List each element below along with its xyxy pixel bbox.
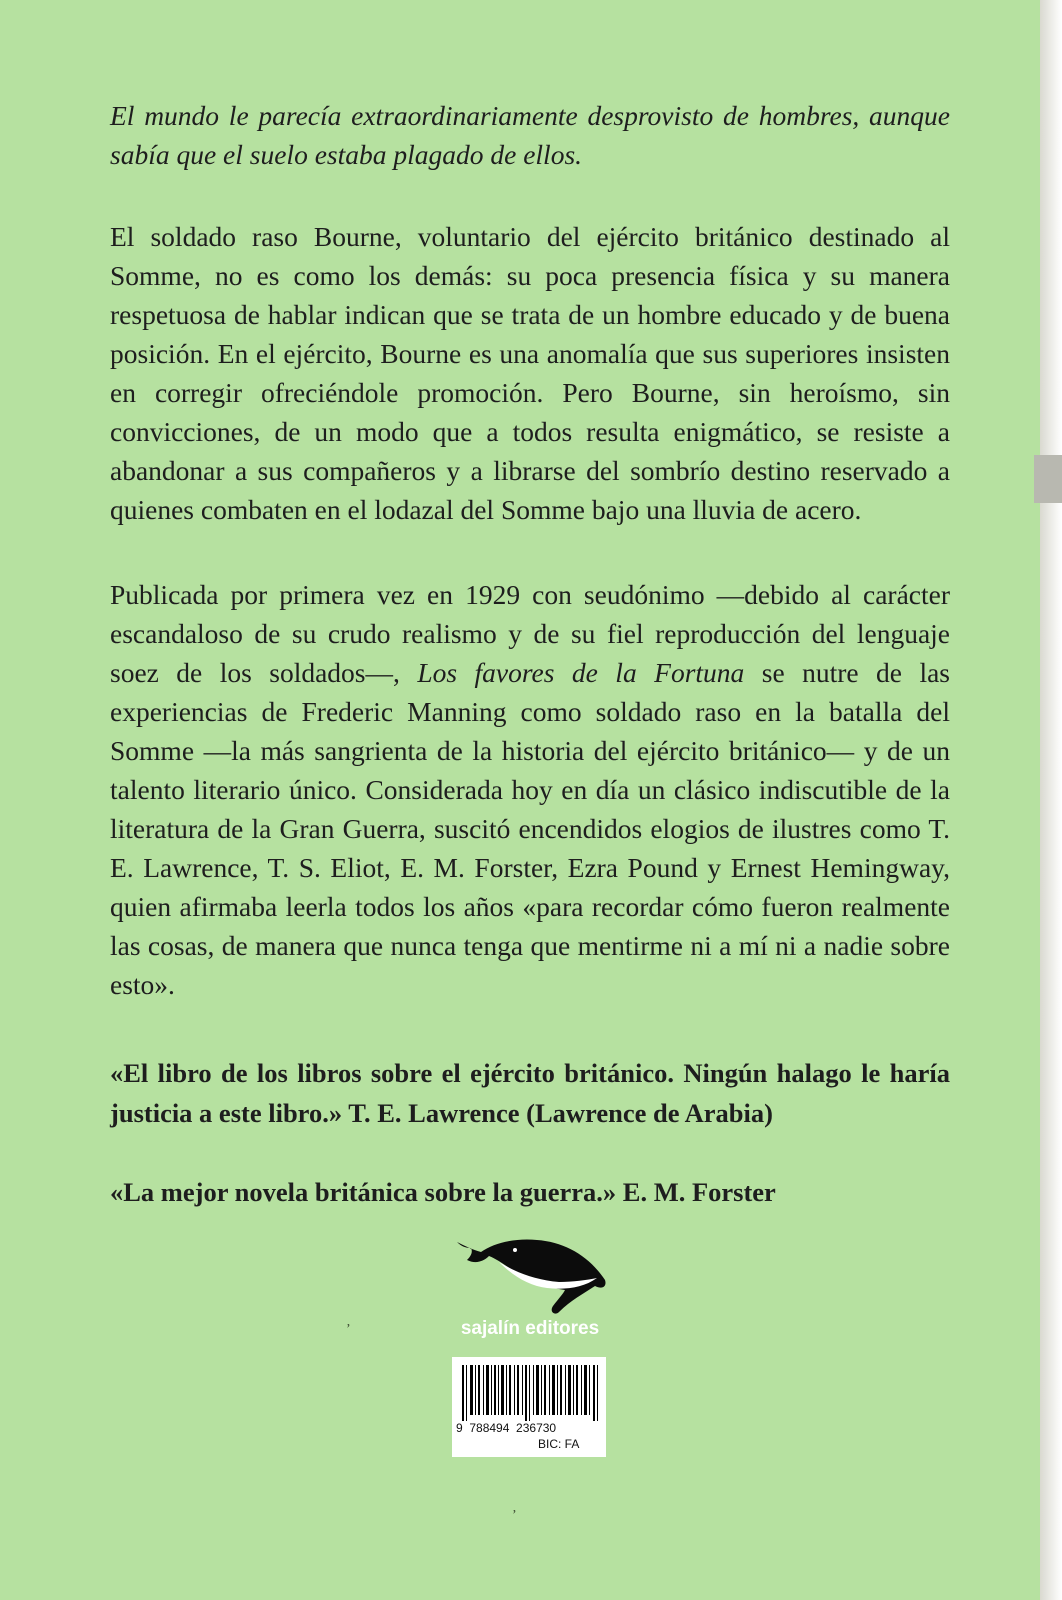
history-text-end: se nutre de las experiencias de Frederic Manning como soldado raso en la batalla del Somme —la más sangrienta de la historia del ejército británico— y de un talento literario único. Considerada hoy en día un clásico indiscutible de la literatura de la Gran Guerra, suscitó encendidos elogios de ilustres como T. E. Lawrence, T. S. Eliot, E. M. Forster, Ezra Pound y Ernest Hemingway, quien afirmaba leerla todos los años «para recordar cómo fueron realmente las cosas, de manera que nunca tenga que mentirme ni a mí ni a nadie sobre esto». xyxy=(110,657,950,1000)
publisher-name: sajalín editores xyxy=(460,1318,600,1339)
history-text-start: Publicada por primera vez en 1929 con seudónimo —debido al carácter escandaloso de su crudo realismo y de su fiel reproducción del lenguaje soez de los soldados—, xyxy=(110,579,950,688)
page-edge xyxy=(1040,0,1062,1600)
blurb-text: «El libro de los libros sobre el ejército británico. Ningún halago le haría justicia a este libro.» xyxy=(110,1058,950,1128)
blurb-lawrence xyxy=(110,1053,950,1133)
barcode-bars xyxy=(462,1365,598,1421)
print-speck: ʼ xyxy=(512,1508,517,1523)
synopsis-paragraph: El soldado raso Bourne, voluntario del ejército británico destinado al Somme, no es como los demás: su poca presencia física y su manera respetuosa de hablar indican que se trata de un hombre educado y de buena posición. En el ejército, Bourne es una anomalía que sus superiores insisten en corregir ofreciéndole promoción. Pero Bourne, sin heroísmo, sin convicciones, de un modo que a todos resulta enigmático, se resiste a abandonar a sus compañeros y a librarse del sombrío destino reservado a quienes combaten en el lodazal del Somme bajo una lluvia de acero. xyxy=(110,221,950,525)
whale-logo-icon xyxy=(455,1228,610,1318)
history-paragraph xyxy=(110,575,950,1004)
blurb-forster xyxy=(110,1172,950,1212)
epigraph: El mundo le parecía extraordinariamente desprovisto de hombres, aunque sabía que el suelo estaba plagado de ellos. xyxy=(110,100,950,170)
isbn-barcode xyxy=(452,1357,606,1457)
bic-code: BIC: FA xyxy=(538,1437,580,1451)
blurb-author: T. E. Lawrence (Lawrence de Arabia) xyxy=(348,1098,773,1128)
blurb-author: E. M. Forster xyxy=(622,1177,776,1207)
book-title: Los favores de la Fortuna xyxy=(417,657,745,688)
print-speck: ʼ xyxy=(346,1322,351,1337)
page-edge-tab xyxy=(1034,455,1062,503)
isbn-number: 9 788494 236730 xyxy=(456,1421,557,1435)
blurb-text: «La mejor novela británica sobre la guerra.» xyxy=(110,1177,617,1207)
